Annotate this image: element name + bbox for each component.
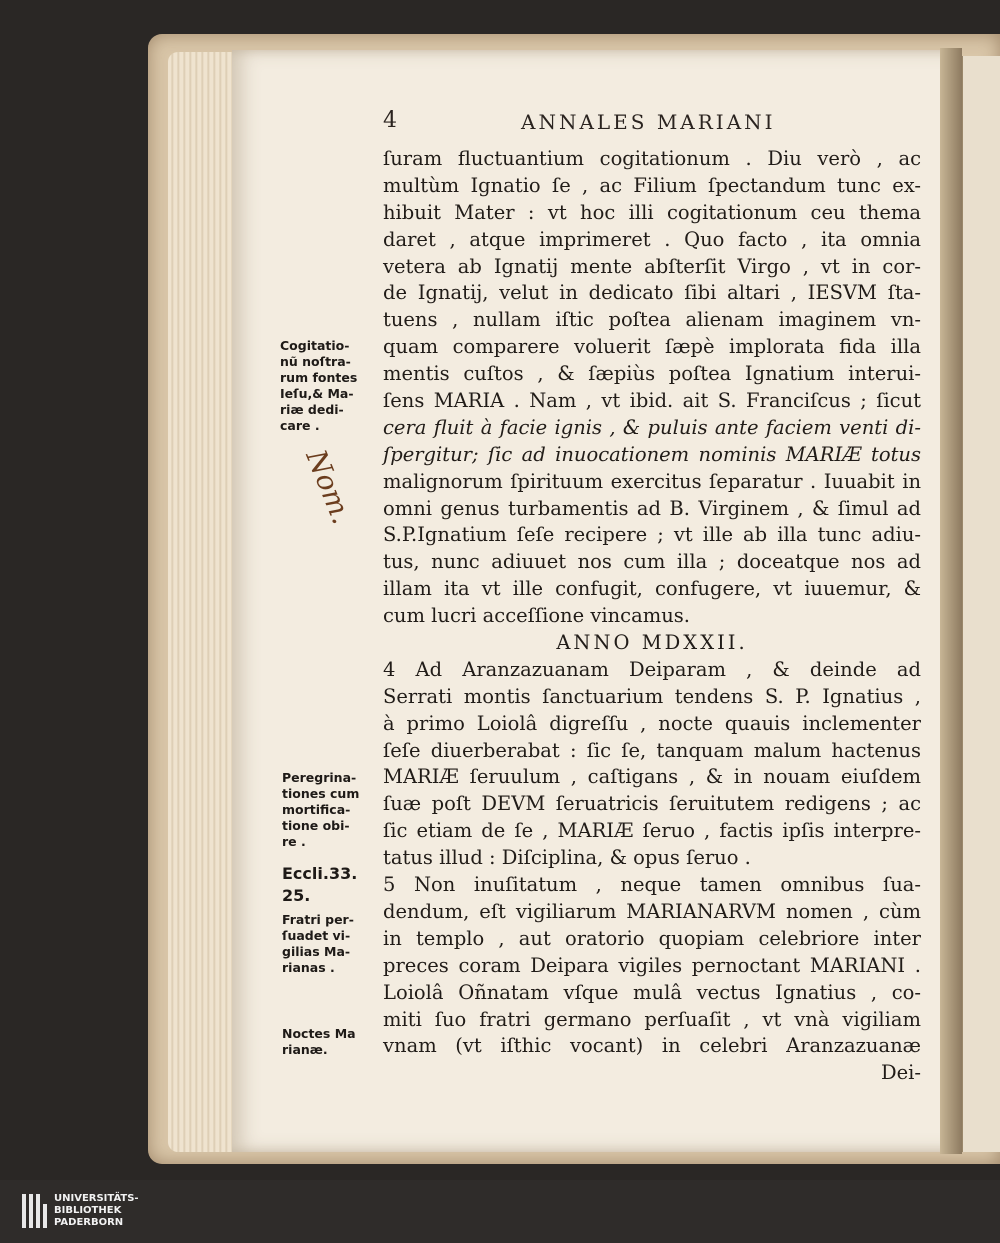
- text-line: daret , atque imprimeret . Quo facto , ita omnia: [383, 227, 921, 251]
- text-line: à primo Loiolâ digreſſu , nocte quauis inclementer: [383, 711, 921, 735]
- text-line: S.P.Ignatium ſeſe recipere ; vt ille ab illa tunc adiu-: [383, 523, 921, 547]
- text-line: ſpergitur; ſic ad inuocationem nominis MARIÆ totus: [383, 442, 921, 466]
- margin-note: [282, 770, 359, 850]
- text-line: 4 Ad Aranzazuanam Deiparam , & deinde ad: [383, 657, 921, 681]
- text-line: in templo , aut oratorio quopiam celebriore inter: [383, 926, 921, 950]
- text-line: cera fluit à facie ignis , & puluis ante faciem venti di-: [383, 415, 921, 439]
- text-line: preces coram Deipara vigiles pernoctant MARIANI .: [383, 953, 921, 977]
- text-line: multùm Ignatio ſe , ac Filium ſpectandum tunc ex-: [383, 173, 921, 197]
- text-line: quam comparere voluerit ſæpè implorata fida illa: [383, 335, 921, 359]
- margin-note-line: mortifica-: [282, 802, 351, 817]
- text-line: MARIÆ ſeruulum , caſtigans , & in nouam eiuſdem: [383, 765, 921, 789]
- running-title: ANNALES MARIANI: [521, 110, 776, 134]
- section-heading: ANNO MDXXII.: [556, 631, 748, 655]
- margin-note: [282, 863, 357, 907]
- logo-line: UNIVERSITÄTS-: [54, 1193, 139, 1204]
- logo-line: BIBLIOTHEK: [54, 1205, 122, 1216]
- text-line: tuens , nullam iſtic poſtea alienam imaginem vn-: [383, 308, 921, 332]
- text-line: Serrati montis ſanctuarium tendens S. P. Ignatius ,: [383, 684, 921, 708]
- text-line: mentis cuſtos , & ſæpiùs poſtea Ignatium interui-: [383, 362, 921, 386]
- text-line: tus, nunc adiuuet nos cum illa ; doceatque nos ad: [383, 550, 921, 574]
- text-line: tatus illud : Diſciplina, & opus ſeruo .: [383, 846, 751, 870]
- facing-page-edge: [962, 56, 1000, 1152]
- margin-note-line: Eccli.33.: [282, 864, 358, 883]
- text-line: illam ita vt ille confugit, confugere, vt iuuemur, &: [383, 577, 921, 601]
- margin-note-line: Fratri per-: [282, 912, 354, 927]
- text-line: Loiolâ Oñnatam vſque mulâ vectus Ignatius , co-: [383, 980, 921, 1004]
- margin-note-line: care .: [280, 418, 320, 433]
- text-line: ſuæ poſt DEVM ſeruatricis ſeruitutem redigens ; ac: [383, 792, 921, 816]
- text-line: dendum, eſt vigiliarum MARIANARVM nomen , cùm: [383, 899, 921, 923]
- margin-note-line: tione obi-: [282, 818, 350, 833]
- library-logo-icon: [22, 1194, 48, 1228]
- catchword: Dei-: [881, 1061, 921, 1085]
- text-line: omni genus turbamentis ad B. Virginem , & ſimul ad: [383, 496, 921, 520]
- handwritten-annotation: Nom.: [299, 445, 359, 529]
- margin-note-line: tiones cum: [282, 786, 360, 801]
- margin-note-line: rianas .: [282, 960, 335, 975]
- text-line: 5 Non inuſitatum , neque tamen omnibus ſua-: [383, 873, 921, 897]
- text-line: vetera ab Ignatij mente abſterſit Virgo , vt in cor-: [383, 254, 921, 278]
- margin-note: [280, 338, 357, 434]
- margin-note-line: nũ noſtra-: [280, 354, 351, 369]
- text-line: vnam (vt iſthic vocant) in celebri Aranzazuanæ: [383, 1034, 921, 1058]
- margin-note-line: Peregrina-: [282, 770, 357, 785]
- text-line: ſens MARIA . Nam , vt ibid. ait S. Franciſcus ; ſicut: [383, 389, 921, 413]
- running-head: [383, 108, 903, 138]
- footer-bar: [0, 1180, 1000, 1243]
- margin-note-line: rum fontes: [280, 370, 358, 385]
- page-edges: [168, 52, 238, 1152]
- margin-note-line: ſuadet vi-: [282, 928, 351, 943]
- text-line: ſic etiam de ſe , MARIÆ ſeruo , factis ipſis interpre-: [383, 819, 921, 843]
- margin-note-line: Ieſu,& Ma-: [280, 386, 354, 401]
- spine-gutter: [940, 48, 962, 1154]
- text-line: hibuit Mater : vt hoc illi cogitationum ceu thema: [383, 200, 921, 224]
- margin-note-line: Noctes Ma: [282, 1026, 356, 1041]
- margin-note-line: gilias Ma-: [282, 944, 351, 959]
- text-line: ſeſe diuerberabat : ſic ſe, tanquam malum hactenus: [383, 738, 921, 762]
- margin-note: [282, 1026, 356, 1058]
- margin-note-line: riæ dedi-: [280, 402, 344, 417]
- library-logo-text: [54, 1193, 139, 1229]
- text-line: cum lucri acceſſione vincamus.: [383, 604, 690, 628]
- page-number: 4: [383, 108, 397, 133]
- margin-note-line: rianæ.: [282, 1042, 328, 1057]
- logo-line: PADERBORN: [54, 1217, 124, 1228]
- text-line: miti ſuo fratri germano perſuaſit , vt vnà vigiliam: [383, 1007, 921, 1031]
- text-line: ſuram fluctuantium cogitationum . Diu verò , ac: [383, 147, 921, 170]
- margin-note: [282, 912, 354, 976]
- margin-note-line: 25.: [282, 886, 311, 905]
- body-text: [383, 146, 921, 1087]
- text-line: de Ignatij, velut in dedicato ſibi altari , IESVM ſta-: [383, 281, 921, 305]
- text-line: malignorum ſpirituum exercitus ſeparatur . Iuuabit in: [383, 469, 921, 493]
- margin-note-line: re .: [282, 834, 306, 849]
- margin-note-line: Cogitatio-: [280, 338, 350, 353]
